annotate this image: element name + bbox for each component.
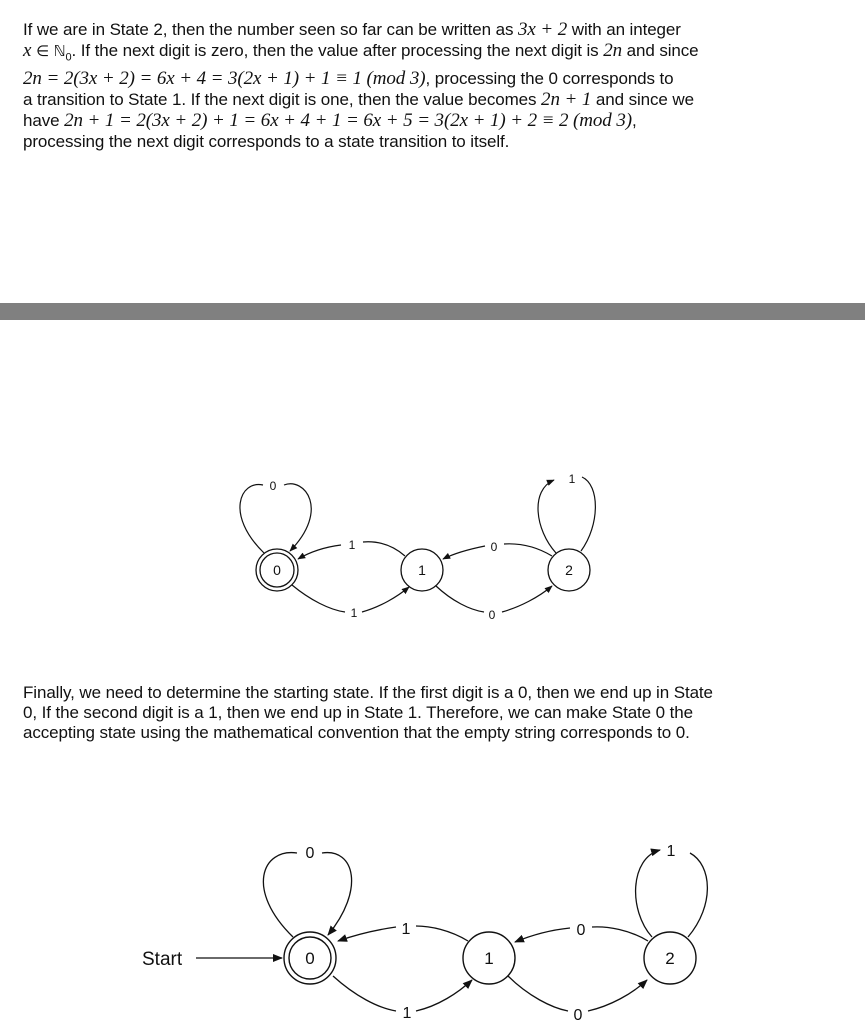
transition-label: 0	[269, 479, 277, 493]
text-line: 2n = 2(3x + 2) = 6x + 4 = 3(2x + 1) + 1 ≡ 1 (mod 3), processing the 0 corresponds to	[23, 68, 674, 90]
transition-label: 1	[401, 921, 411, 938]
transition-arrow	[508, 976, 647, 1011]
transition-label: 0	[576, 922, 586, 939]
state-0	[256, 549, 298, 591]
transition-label: 0	[488, 608, 496, 622]
transition-label: 0	[490, 540, 498, 554]
transition-label: 0	[573, 1007, 583, 1024]
state-label: 2	[565, 562, 573, 578]
state-label: 1	[418, 562, 426, 578]
text-line: x ∈ ℕ$_0$. If the next digit is zero, then the value after processing the next digit is 2n and since	[23, 40, 699, 64]
state-diagram-top	[0, 455, 865, 630]
section-divider	[0, 303, 865, 320]
state-1	[401, 549, 443, 591]
self-loop-arrow	[538, 477, 595, 553]
state-diagram-bottom	[0, 820, 865, 1024]
text-line: have 2n + 1 = 2(3x + 2) + 1 = 6x + 4 + 1 = 6x + 5 = 3(2x + 1) + 2 ≡ 2 (mod 3),	[23, 110, 637, 132]
transition-label: 1	[348, 538, 356, 552]
transition-label: 1	[350, 606, 358, 620]
explanation-paragraph	[23, 19, 823, 152]
start-label: Start	[142, 949, 183, 970]
text-line: 0, If the second digit is a 1, then we end up in State 1. Therefore, we can make State 0 the	[23, 703, 693, 722]
state-label: 1	[484, 949, 494, 968]
state-label: 2	[665, 949, 675, 968]
state-1	[463, 932, 515, 984]
text-line: Finally, we need to determine the starting state. If the first digit is a 0, then we end up in State	[23, 683, 713, 702]
state-2	[548, 549, 590, 591]
self-loop-arrow	[263, 853, 351, 937]
transition-label: 0	[305, 845, 315, 862]
starting-state-paragraph	[23, 683, 823, 743]
text-line: a transition to State 1. If the next digit is one, then the value becomes 2n + 1 and since we	[23, 89, 694, 111]
state-0	[284, 932, 336, 984]
transition-label: 1	[666, 843, 676, 860]
transition-label: 1	[568, 472, 576, 486]
self-loop-arrow	[636, 850, 708, 937]
transition-label: 1	[402, 1005, 412, 1022]
self-loop-arrow	[240, 484, 311, 553]
transition-arrow	[443, 544, 552, 559]
text-line: If we are in State 2, then the number seen so far can be written as 3x + 2 with an integer	[23, 19, 681, 40]
state-label: 0	[305, 949, 315, 968]
text-line: accepting state using the mathematical convention that the empty string corresponds to 0.	[23, 723, 690, 742]
state-2	[644, 932, 696, 984]
text-line: processing the next digit corresponds to a state transition to itself.	[23, 132, 510, 152]
state-label: 0	[273, 562, 281, 578]
